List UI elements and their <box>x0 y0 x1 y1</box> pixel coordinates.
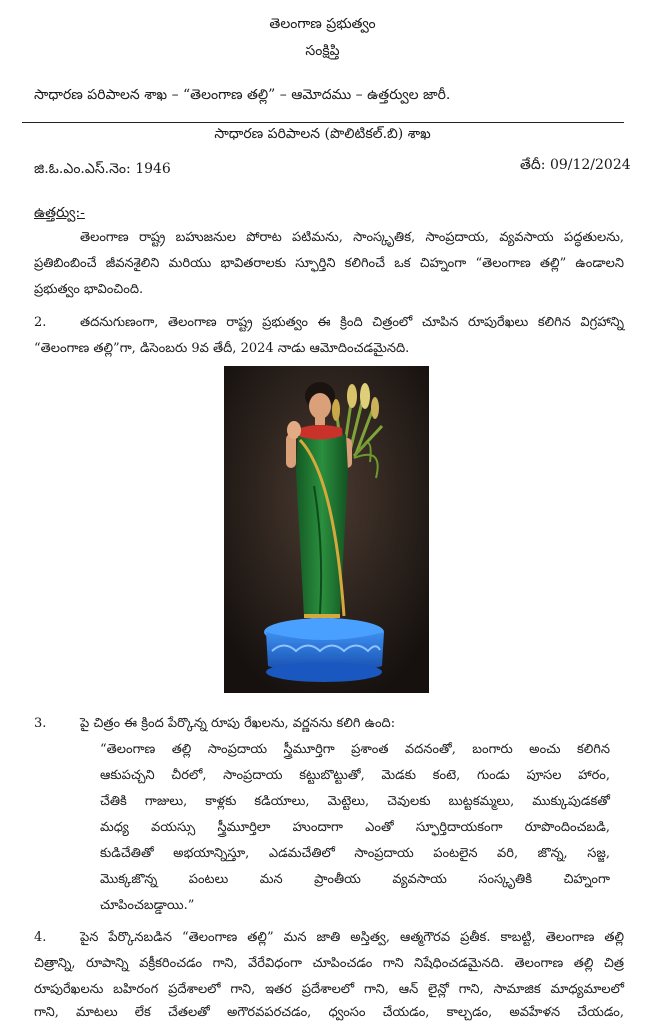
para3-quote-line: కుడిచేతితో అభయాన్నిస్తూ, ఎడమచేతిలో సాంప్రదాయ పంటలైన వరి, జొన్న, సజ్జ, <box>100 846 610 861</box>
divider <box>22 122 624 123</box>
blue-pedestal <box>264 618 384 682</box>
go-number: జి.ఓ.ఎం.ఎస్.నెం: 1946 <box>34 161 171 177</box>
para3-quote-line: “తెలంగాణ తల్లి సాంప్రదాయ స్త్రీమూర్తిగా ప్రశాంత వదనంతో, బంగారు అంచు కలిగిన <box>100 742 610 757</box>
para1-line: ప్రతిబింబించే జీవనశైలిని మరియు భావితరాలకు స్ఫూర్తిని కలిగించే ఒక చిహ్నంగా “తెలంగాణ తల్లి” ఉండాలని <box>34 256 624 271</box>
para4-number: 4. <box>34 930 47 945</box>
para3-number: 3. <box>34 716 47 731</box>
orders-label: ఉత్తర్వు:- <box>34 205 85 221</box>
para4-line: గాని, మాటలు లేక చేతలతో అగౌరవపరచడం, ధ్వంసం చేయడం, కాల్చడం, అవహేళన చేయడం, <box>34 1005 624 1020</box>
para1-line: తెలంగాణ రాష్ట్ర బహుజనుల పోరాట పటిమను, సాంస్కృతిక, సాంప్రదాయ, వ్యవసాయ పద్ధతులను, <box>80 230 624 245</box>
para3-quote-line: మొక్కజొన్న పంటలు మన ప్రాంతీయ వ్యవసాయ సంస్కృతికి చిహ్నంగా <box>100 872 610 887</box>
para2-number: 2. <box>34 315 47 330</box>
subject-line: సాధారణ పరిపాలన శాఖ – “తెలంగాణ తల్లి” – ఆమోదము – ఉత్తర్వుల జారీ. <box>34 87 451 103</box>
green-saree <box>296 434 348 616</box>
summary-heading: సంక్షిప్తి <box>305 43 340 59</box>
para4-line: పైన పేర్కొనబడిన “తెలంగాణ తల్లి” మన జాతి అస్తిత్వ, ఆత్మగౌరవ ప్రతీక. కాబట్టి, తెలంగాణ తల్లి <box>80 930 624 945</box>
government-heading: తెలంగాణ ప్రభుత్వం <box>269 16 376 32</box>
department-heading: సాధారణ పరిపాలన (పొలిటికల్.బి) శాఖ <box>214 126 431 142</box>
para4-line: చిత్రాన్ని, రూపాన్ని వక్రీకరించడం గాని, వేరేవిధంగా చూపించడం గాని నిషేధించడమైనది. తెలంగాణ తల్లి చిత్ర <box>34 956 624 971</box>
para3-intro: పై చిత్రం ఈ క్రింద పేర్కొన్న రూపు రేఖలను, వర్ణనను కలిగి ఉంది: <box>80 716 396 731</box>
telangana-talli-image <box>224 366 429 693</box>
statue-illustration <box>224 366 429 693</box>
para2-line: తదనుగుణంగా, తెలంగాణ రాష్ట్ర ప్రభుత్వం ఈ క్రింది చిత్రంలో చూపిన రూపురేఖలు కలిగిన విగ్రహాన్ని <box>80 315 624 330</box>
para4-line: రూపురేఖలను బహిరంగ ప్రదేశాలలో గాని, ఇతర ప్రదేశాలలో గాని, ఆన్ లైన్లో గాని, సామాజిక మాధ్యమాలలో <box>34 982 624 997</box>
para2-line: “తెలంగాణ తల్లి”గా, డిసెంబరు 9వ తేదీ, 2024 నాడు ఆమోదించడమైనది. <box>34 341 410 356</box>
para1-line: ప్రభుత్వం భావించింది. <box>34 282 144 297</box>
para3-quote-line: చేతికి గాజులు, కాళ్లకు కడియాలు, మెట్టెలు, చెవులకు బుట్టకమ్మలు, ముక్కుపుడకతో <box>100 794 610 809</box>
para3-quote-line: చూపించబడ్డాయి.” <box>100 898 195 913</box>
go-date: తేదీ: 09/12/2024 <box>520 157 631 173</box>
para3-quote-line: ఆకుపచ్చని చీరలో, సాంప్రదాయ కట్టుబొట్టుతో, మెడకు కంటె, గుండు పూసల హారం, <box>100 768 610 783</box>
para3-quote-line: మధ్య వయస్సు స్త్రీమూర్తిలా హుందాగా ఎంతో స్ఫూర్తిదాయకంగా రూపొందించబడి, <box>100 820 610 835</box>
